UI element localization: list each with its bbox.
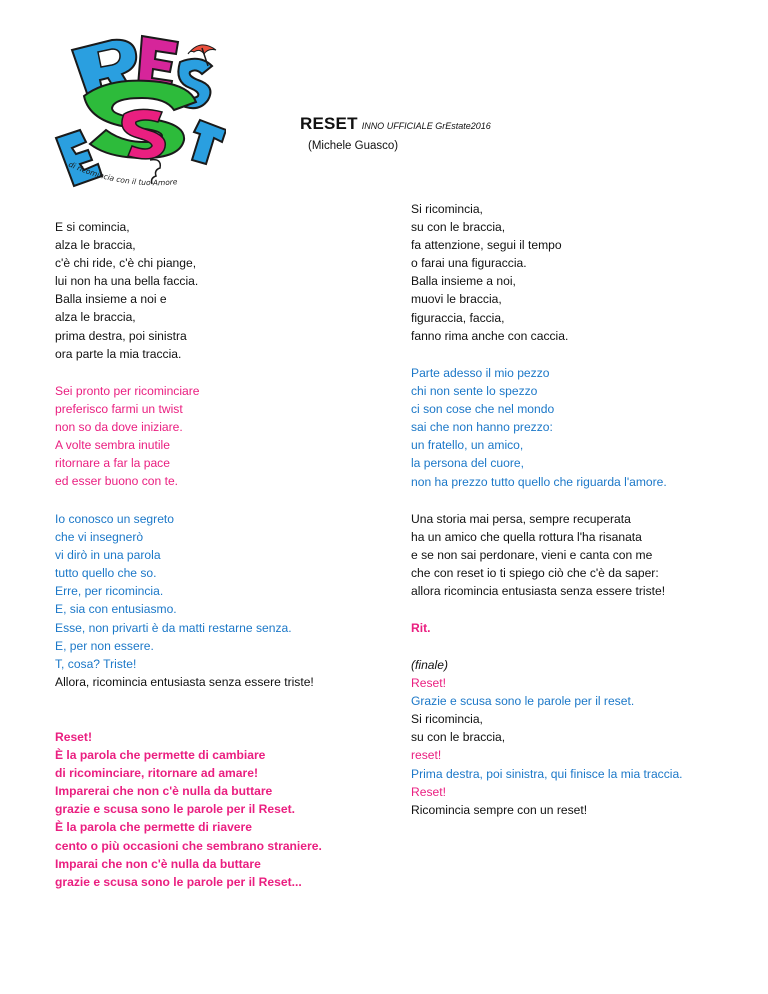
finale-label: (finale): [411, 658, 448, 672]
verse-line: la persona del cuore,: [411, 456, 524, 471]
header: [300, 114, 680, 152]
verse-line: Sei pronto per ricominciare: [55, 384, 200, 398]
finale-line: Grazie e scusa sono le parole per il reset.: [411, 694, 635, 709]
verse-line: ci son cose che nel mondo: [411, 402, 555, 417]
verse-line: prima destra, poi sinistra: [55, 328, 187, 343]
verse-line: alza le braccia,: [55, 238, 136, 253]
chorus-line: Reset!: [55, 730, 92, 744]
verse-line: non so da dove iniziare.: [55, 420, 183, 435]
verse-line: preferisco farmi un twist: [55, 402, 183, 417]
verse-line: Esse, non privarti è da matti restarne senza.: [55, 620, 292, 635]
verse-line: su con le braccia,: [411, 220, 506, 235]
left-stanza-3: [55, 510, 314, 691]
verse-line: Si ricomincia,: [411, 202, 483, 216]
chorus: [55, 728, 322, 891]
reset-logo: [50, 18, 226, 196]
chorus-line: È la parola che permette di cambiare: [55, 748, 266, 763]
verse-line: c'è chi ride, c'è chi piange,: [55, 256, 197, 271]
verse-line: E, sia con entusiasmo.: [55, 602, 177, 617]
finale: [411, 656, 683, 819]
chorus-line: grazie e scusa sono le parole per il Reset.: [55, 802, 295, 817]
verse-line: E si comincia,: [55, 220, 130, 234]
verse-line: Una storia mai persa, sempre recuperata: [411, 512, 631, 526]
verse-line: lui non ha una bella faccia.: [55, 274, 199, 289]
verse-line: T, cosa? Triste!: [55, 656, 137, 671]
verse-line: fanno rima anche con caccia.: [411, 328, 569, 343]
left-stanza-1: [55, 218, 198, 363]
page-title: RESET: [300, 114, 358, 133]
rit-text: Rit.: [411, 621, 431, 635]
chorus-line: È la parola che permette di riavere: [55, 820, 252, 835]
finale-line: Reset!: [411, 784, 446, 799]
left-stanza-2: [55, 382, 200, 491]
right-stanza-1: [411, 200, 568, 345]
verse-line: o farai una figuraccia.: [411, 256, 527, 271]
verse-line: un fratello, un amico,: [411, 438, 524, 453]
right-stanza-2: [411, 364, 667, 491]
finale-line: Si ricomincia,: [411, 712, 483, 727]
page-subtitle: INNO UFFICIALE GrEstate2016: [361, 121, 491, 131]
verse-line: Erre, per ricomincia.: [55, 584, 164, 599]
verse-line: ritornare a far la pace: [55, 456, 170, 471]
verse-line: e se non sai perdonare, vieni e canta con me: [411, 548, 653, 563]
logo-arc-text: di ricomincia con il tuo Amore: [67, 159, 178, 188]
finale-line: Prima destra, poi sinistra, qui finisce la mia traccia.: [411, 766, 683, 781]
verse-line: alza le braccia,: [55, 310, 136, 325]
verse-line: A volte sembra inutile: [55, 438, 170, 453]
verse-line: ha un amico che quella rottura l'ha risanata: [411, 530, 642, 545]
verse-line: sai che non hanno prezzo:: [411, 420, 553, 435]
verse-line: Allora, ricomincia entusiasta senza essere triste!: [55, 674, 314, 689]
verse-line: vi dirò in una parola: [55, 548, 161, 563]
finale-line: reset!: [411, 748, 442, 763]
chorus-line: grazie e scusa sono le parole per il Reset...: [55, 874, 302, 889]
verse-line: muovi le braccia,: [411, 292, 502, 307]
verse-line: non ha prezzo tutto quello che riguarda l'amore.: [411, 474, 667, 489]
verse-line: ed esser buono con te.: [55, 474, 179, 489]
logo-letter-t: [192, 120, 226, 164]
verse-line: Balla insieme a noi e: [55, 292, 167, 307]
finale-line: Reset!: [411, 676, 446, 691]
verse-line: ora parte la mia traccia.: [55, 346, 182, 361]
chorus-line: di ricominciare, ritornare ad amare!: [55, 766, 258, 781]
verse-line: Balla insieme a noi,: [411, 274, 516, 289]
author: (Michele Guasco): [308, 140, 399, 152]
verse-line: E, per non essere.: [55, 638, 154, 653]
right-stanza-3: [411, 510, 665, 600]
chorus-line: Imparerai che non c'è nulla da buttare: [55, 784, 273, 799]
verse-line: Io conosco un segreto: [55, 512, 175, 526]
verse-line: Parte adesso il mio pezzo: [411, 366, 550, 380]
verse-line: fa attenzione, segui il tempo: [411, 238, 562, 253]
chorus-line: cento o più occasioni che sembrano straniere.: [55, 838, 322, 853]
verse-line: tutto quello che so.: [55, 566, 157, 581]
chorus-line: Imparai che non c'è nulla da buttare: [55, 856, 261, 871]
verse-line: che con reset io ti spiego ciò che c'è da saper:: [411, 566, 659, 581]
rit-label: [411, 619, 430, 637]
finale-line: su con le braccia,: [411, 730, 506, 745]
finale-line: Ricomincia sempre con un reset!: [411, 802, 588, 817]
verse-line: allora ricomincia entusiasta senza essere triste!: [411, 584, 666, 599]
verse-line: che vi insegnerò: [55, 530, 144, 545]
verse-line: figuraccia, faccia,: [411, 310, 505, 325]
verse-line: chi non sente lo spezzo: [411, 384, 538, 399]
